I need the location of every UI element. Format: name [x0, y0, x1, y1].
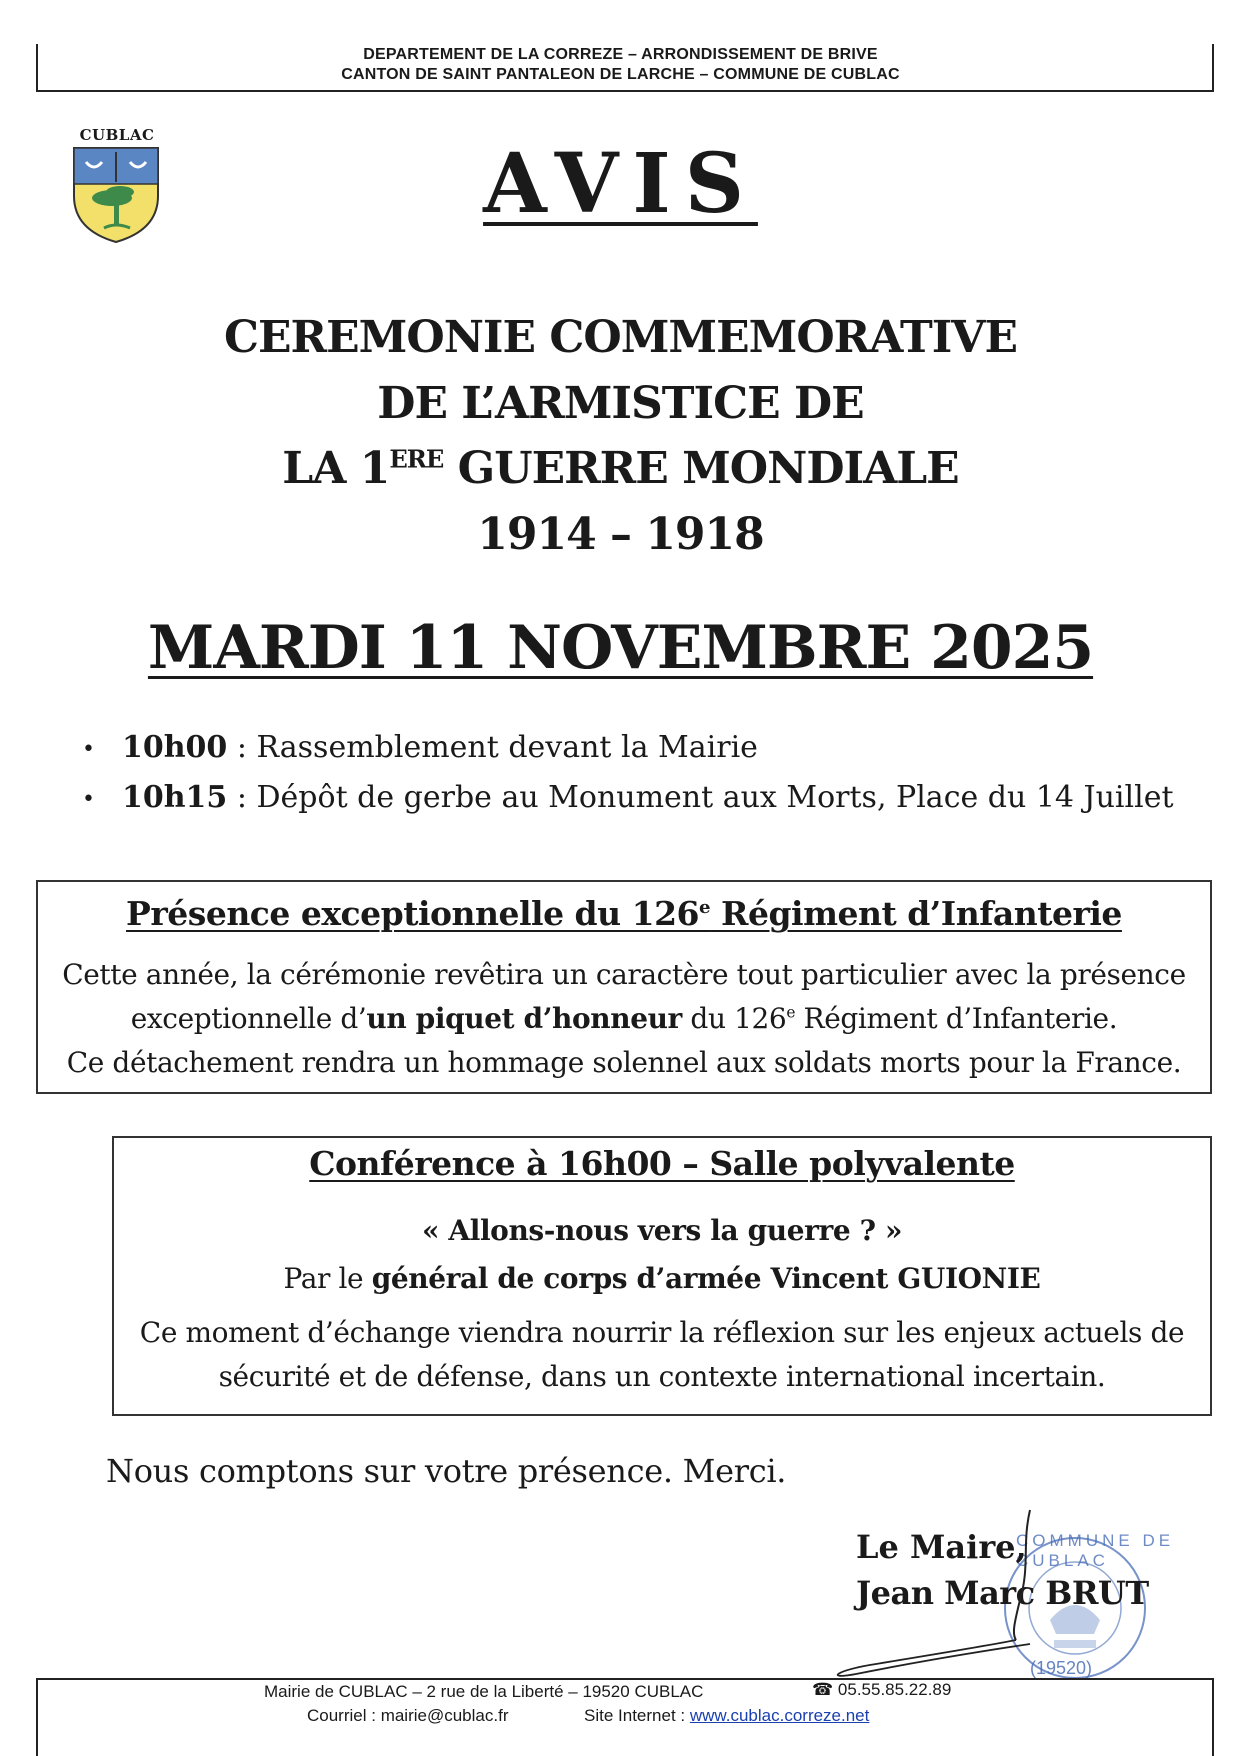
schedule-text-2: : Dépôt de gerbe au Monument aux Morts, Place du 14 Juillet [227, 780, 1174, 815]
crest-label: CUBLAC [79, 126, 155, 144]
mayor-signature-icon [816, 1504, 1116, 1684]
schedule-item-2 [82, 780, 1174, 815]
conference-line-1: Ce moment d’échange viendra nourrir la réflexion sur les enjeux actuels de [139, 1316, 1185, 1349]
ceremony-line-3-post: GUERRE MONDIALE [443, 443, 959, 494]
footer-address: Mairie de CUBLAC – 2 rue de la Liberté – 19520 CUBLAC [264, 1682, 704, 1701]
ceremony-line-1: CEREMONIE COMMEMORATIVE [224, 312, 1017, 363]
header-line-1: DEPARTEMENT DE LA CORREZE – ARRONDISSEMENT DE BRIVE [363, 46, 878, 63]
regiment-line-3: Ce détachement rendra un hommage solennel aux soldats morts pour la France. [66, 1046, 1182, 1079]
conference-subtitle: « Allons-nous vers la guerre ? » [421, 1214, 903, 1247]
regiment-box-title [38, 894, 1210, 933]
footer-email-value[interactable]: mairie@cublac.fr [380, 1706, 509, 1725]
phone-icon: ☎ [812, 1680, 838, 1699]
footer-site-link[interactable]: www.cublac.correze.net [689, 1706, 870, 1725]
conference-speaker [114, 1262, 1210, 1295]
footer-phone-number: 05.55.85.22.89 [837, 1680, 952, 1699]
event-date: MARDI 11 NOVEMBRE 2025 [147, 613, 1094, 683]
regiment-line-1: Cette année, la cérémonie revêtira un caractère tout particulier avec la présence [62, 958, 1186, 991]
bullet-icon: • [82, 736, 95, 762]
regiment-line-2 [38, 1002, 1210, 1035]
conference-speaker-pre: Par le [283, 1262, 372, 1295]
regiment-box [36, 880, 1212, 1094]
footer-site [584, 1706, 869, 1726]
schedule-item-1 [82, 730, 758, 765]
regiment-title-post: Régiment d’Infanterie [710, 894, 1122, 933]
conference-speaker-name: général de corps d’armée Vincent GUIONIE [371, 1262, 1041, 1295]
footer-site-label: Site Internet : [584, 1706, 690, 1725]
regiment-title-pre: Présence exceptionnelle du 126 [126, 894, 699, 933]
closing-text: Nous comptons sur votre présence. Merci. [106, 1452, 787, 1490]
page-title: AVIS [483, 136, 758, 232]
ceremony-line-3-sup: ERE [389, 444, 444, 474]
conference-box-title: Conférence à 16h00 – Salle polyvalente [309, 1144, 1015, 1183]
footer-email [307, 1706, 508, 1726]
mayor-title: Le Maire, [856, 1528, 1027, 1566]
conference-box [112, 1136, 1212, 1416]
regiment-line-2-pre: exceptionnelle d’ [130, 1002, 367, 1035]
schedule-time-2: 10h15 [122, 780, 228, 815]
regiment-line-2-bold: un piquet d’honneur [366, 1002, 682, 1035]
regiment-line-2-mid: du 126 [681, 1002, 787, 1035]
stamp-text: COMMUNE DE CUBLAC [1016, 1531, 1175, 1570]
regiment-line-2-post: Régiment d’Infanterie. [795, 1002, 1118, 1035]
schedule-time-1: 10h00 [122, 730, 228, 765]
mayor-name: Jean Marc BRUT [856, 1574, 1149, 1612]
ceremony-line-3-pre: LA 1 [282, 443, 390, 494]
footer-phone [812, 1680, 951, 1700]
stamp-code: (19520) [1030, 1658, 1093, 1678]
footer-email-label: Courriel : [307, 1706, 381, 1725]
schedule-text-1: : Rassemblement devant la Mairie [227, 730, 758, 765]
ceremony-line-3 [0, 443, 1241, 494]
header-line-2: CANTON DE SAINT PANTALEON DE LARCHE – COMMUNE DE CUBLAC [341, 66, 900, 83]
conference-line-2: sécurité et de défense, dans un contexte international incertain. [218, 1360, 1106, 1393]
ceremony-line-2: DE L’ARMISTICE DE [377, 378, 864, 429]
regiment-title-sup: e [699, 897, 711, 918]
ceremony-years: 1914 – 1918 [477, 509, 764, 560]
bullet-icon: • [82, 786, 95, 812]
regiment-line-2-sup: e [786, 1003, 796, 1022]
